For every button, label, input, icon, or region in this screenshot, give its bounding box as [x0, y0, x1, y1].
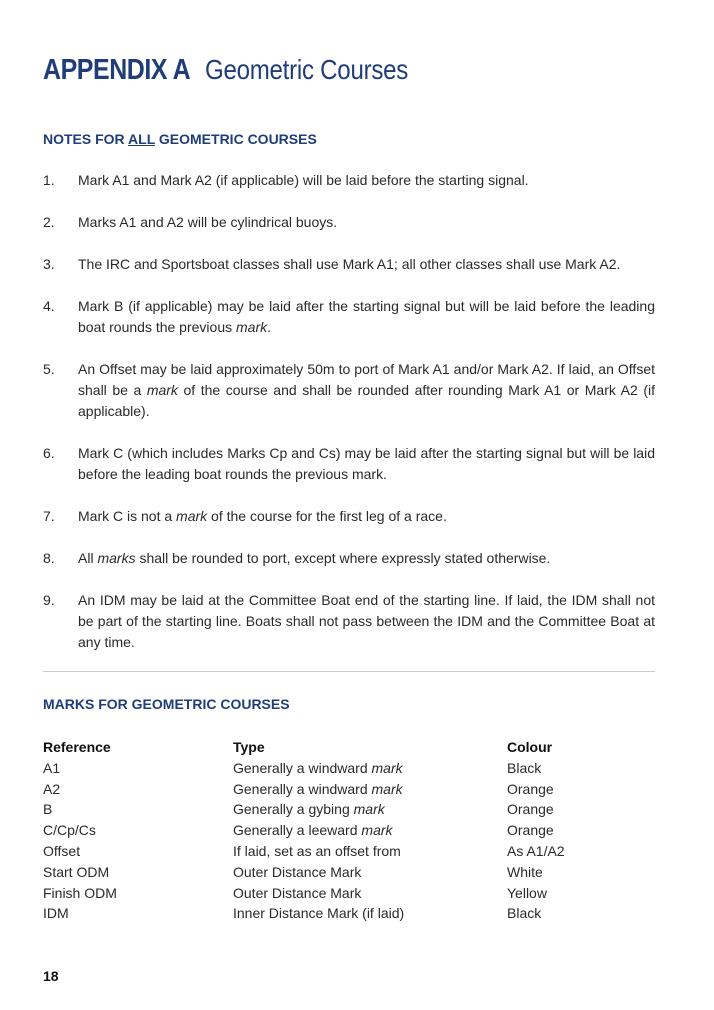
table-header-row — [43, 737, 655, 758]
cell-reference: Start ODM — [43, 863, 110, 880]
cell-reference: C/Cp/Cs — [43, 822, 96, 839]
cell-colour: As A1/A2 — [507, 842, 565, 859]
note-text: Mark A1 and Mark A2 (if applicable) will be laid before the starting signal. — [78, 172, 529, 188]
note-text: Marks A1 and A2 will be cylindrical buoys. — [78, 214, 338, 230]
note-text: Mark B (if applicable) may be laid after the starting signal but will be laid before the leading boat rounds the previous mark. — [78, 298, 655, 335]
cell-type: Generally a windward mark — [233, 780, 403, 797]
cell-reference: B — [43, 801, 53, 818]
column-header-reference: Reference — [43, 739, 111, 755]
cell-type: Generally a windward mark — [233, 759, 403, 776]
appendix-label: APPENDIX A — [43, 54, 191, 86]
section-divider — [43, 671, 655, 672]
table-row — [43, 758, 655, 779]
cell-colour: Orange — [507, 801, 554, 818]
note-item — [43, 443, 655, 485]
table-row — [43, 820, 655, 841]
note-item — [43, 359, 655, 422]
table-row — [43, 862, 655, 883]
note-number: 1. — [43, 172, 55, 188]
note-item — [43, 590, 655, 653]
cell-type: Generally a leeward mark — [233, 822, 393, 839]
column-header-type: Type — [233, 739, 265, 755]
note-item — [43, 212, 655, 233]
cell-colour: Orange — [507, 822, 554, 839]
notes-heading-pre: NOTES FOR — [43, 131, 129, 147]
note-text: Mark C is not a mark of the course for the first leg of a race. — [78, 508, 447, 524]
cell-reference: A1 — [43, 759, 61, 776]
note-number: 5. — [43, 361, 55, 377]
note-number: 8. — [43, 550, 55, 566]
table-row — [43, 903, 655, 924]
page-title — [43, 54, 441, 87]
cell-type: If laid, set as an offset from — [233, 842, 401, 859]
table-row — [43, 799, 655, 820]
cell-colour: Yellow — [507, 884, 547, 901]
cell-type: Generally a gybing mark — [233, 801, 385, 818]
table-row — [43, 841, 655, 862]
note-number: 7. — [43, 508, 55, 524]
cell-reference: Offset — [43, 842, 81, 859]
cell-colour: White — [507, 863, 543, 880]
cell-reference: IDM — [43, 905, 69, 922]
page-number: 18 — [43, 968, 59, 984]
cell-type: Outer Distance Mark — [233, 884, 362, 901]
cell-type: Inner Distance Mark (if laid) — [233, 905, 405, 922]
note-number: 2. — [43, 214, 55, 230]
notes-list — [43, 170, 655, 674]
cell-colour: Black — [507, 759, 542, 776]
marks-table — [43, 737, 655, 924]
note-text: An Offset may be laid approximately 50m to port of Mark A1 and/or Mark A2. If laid, an Offset shall be a mark of the course and shall be rounded after rounding Mark A1 or Mark A2 (if applicable). — [78, 361, 655, 419]
table-row — [43, 779, 655, 800]
note-text: Mark C (which includes Marks Cp and Cs) may be laid after the starting signal but will be laid before the leading boat rounds the previous mark. — [78, 445, 655, 482]
cell-colour: Black — [507, 905, 542, 922]
table-row — [43, 883, 655, 904]
marks-heading: MARKS FOR GEOMETRIC COURSES — [43, 696, 290, 712]
note-item — [43, 254, 655, 275]
notes-heading-emph: ALL — [128, 131, 156, 147]
column-header-colour: Colour — [507, 739, 553, 755]
note-number: 4. — [43, 298, 55, 314]
cell-type: Outer Distance Mark — [233, 863, 362, 880]
appendix-title: Geometric Courses — [204, 54, 408, 85]
cell-reference: Finish ODM — [43, 884, 117, 901]
note-number: 3. — [43, 256, 55, 272]
note-text: The IRC and Sportsboat classes shall use Mark A1; all other classes shall use Mark A2. — [78, 256, 621, 272]
cell-reference: A2 — [43, 780, 61, 797]
note-text: All marks shall be rounded to port, except where expressly stated otherwise. — [78, 550, 551, 566]
notes-heading — [43, 131, 317, 147]
note-text: An IDM may be laid at the Committee Boat end of the starting line. If laid, the IDM shall not be part of the starting line. Boats shall not pass between the IDM and the Committee Boat at any time. — [78, 592, 655, 650]
note-item — [43, 548, 655, 569]
note-number: 6. — [43, 445, 55, 461]
cell-colour: Orange — [507, 780, 554, 797]
notes-heading-post: GEOMETRIC COURSES — [155, 131, 317, 147]
note-number: 9. — [43, 592, 55, 608]
note-item — [43, 296, 655, 338]
note-item — [43, 506, 655, 527]
note-item — [43, 170, 655, 191]
